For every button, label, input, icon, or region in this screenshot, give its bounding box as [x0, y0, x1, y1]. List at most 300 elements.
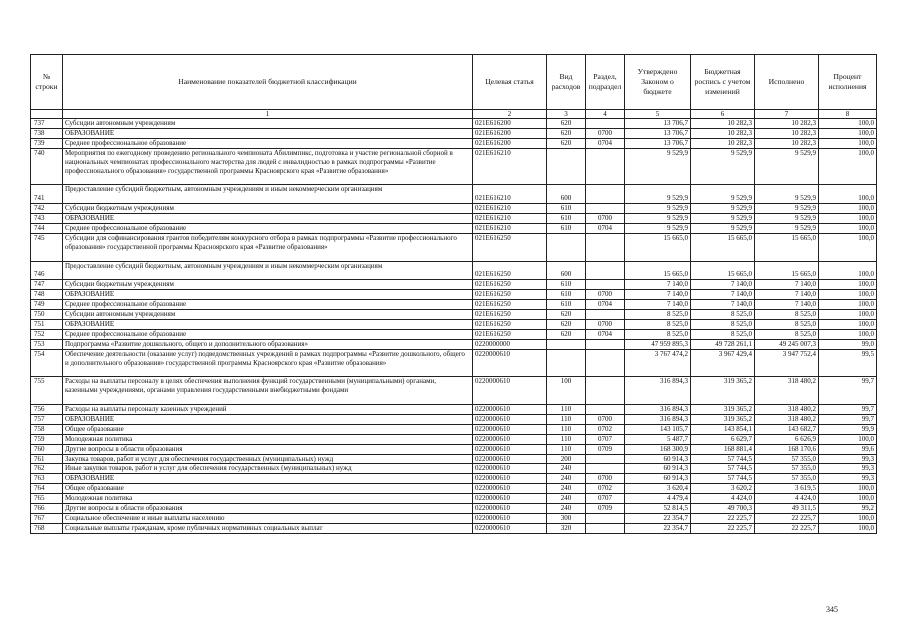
cell-expense-type: 240 [547, 474, 586, 484]
cell-row-number: 755 [31, 377, 63, 405]
cell-approved: 316 894,3 [625, 377, 691, 405]
cell-approved: 22 354,7 [625, 523, 691, 533]
table-row [31, 434, 877, 444]
cell-target-article: 021E616210 [473, 185, 547, 204]
cell-name: Расходы на выплаты персоналу казенных учреждений [63, 405, 473, 415]
cell-row-number: 747 [31, 280, 63, 290]
cell-row-number: 744 [31, 223, 63, 233]
column-number: 6 [691, 110, 755, 119]
table-row [31, 290, 877, 300]
cell-budget-list: 10 282,3 [691, 138, 755, 148]
cell-target-article: 021E616210 [473, 214, 547, 224]
cell-section: 0700 [586, 414, 625, 424]
cell-expense-type: 110 [547, 434, 586, 444]
cell-expense-type: 300 [547, 514, 586, 524]
cell-executed: 9 529,9 [755, 204, 819, 214]
cell-expense-type: 200 [547, 454, 586, 464]
cell-target-article: 021E616250 [473, 319, 547, 329]
cell-row-number: 742 [31, 204, 63, 214]
cell-row-number: 754 [31, 349, 63, 377]
cell-executed: 15 665,0 [755, 233, 819, 261]
cell-executed: 3 947 752,4 [755, 349, 819, 377]
cell-expense-type: 320 [547, 523, 586, 533]
cell-target-article: 0220000610 [473, 405, 547, 415]
header-executed: Исполнено [755, 55, 819, 110]
cell-section: 0700 [586, 290, 625, 300]
cell-row-number: 753 [31, 339, 63, 349]
cell-percent: 100,0 [819, 319, 877, 329]
cell-approved: 9 529,9 [625, 204, 691, 214]
cell-approved: 60 914,3 [625, 464, 691, 474]
cell-target-article: 0220000610 [473, 523, 547, 533]
table-row [31, 514, 877, 524]
cell-executed: 8 525,0 [755, 310, 819, 320]
cell-executed: 9 529,9 [755, 148, 819, 185]
cell-percent: 99,7 [819, 414, 877, 424]
cell-target-article: 0220000610 [473, 434, 547, 444]
table-row [31, 128, 877, 138]
cell-percent: 99,3 [819, 454, 877, 464]
cell-expense-type: 110 [547, 424, 586, 434]
cell-approved: 60 914,3 [625, 454, 691, 464]
cell-executed: 4 424,0 [755, 494, 819, 504]
header-percent: Процент исполнения [819, 55, 877, 110]
table-row [31, 119, 877, 129]
cell-target-article: 021E616200 [473, 138, 547, 148]
cell-executed: 6 626,9 [755, 434, 819, 444]
cell-row-number: 737 [31, 119, 63, 129]
table-row [31, 484, 877, 494]
cell-executed: 10 282,3 [755, 119, 819, 129]
cell-section [586, 405, 625, 415]
header-section: Раздел, подраздел [586, 55, 625, 110]
cell-executed: 318 480,2 [755, 414, 819, 424]
cell-row-number: 746 [31, 261, 63, 280]
cell-executed: 57 355,0 [755, 454, 819, 464]
cell-approved: 13 706,7 [625, 138, 691, 148]
cell-section: 0704 [586, 138, 625, 148]
cell-budget-list: 9 529,9 [691, 223, 755, 233]
cell-name: Другие вопросы в области образования [63, 444, 473, 454]
cell-name: Среднее профессиональное образование [63, 329, 473, 339]
cell-expense-type: 610 [547, 223, 586, 233]
cell-section [586, 148, 625, 185]
cell-approved: 22 354,7 [625, 514, 691, 524]
cell-target-article: 0220000610 [473, 494, 547, 504]
table-row [31, 414, 877, 424]
cell-percent: 100,0 [819, 300, 877, 310]
cell-row-number: 767 [31, 514, 63, 524]
cell-expense-type: 620 [547, 310, 586, 320]
cell-percent: 100,0 [819, 261, 877, 280]
column-number: 4 [586, 110, 625, 119]
cell-row-number: 762 [31, 464, 63, 474]
cell-expense-type: 240 [547, 464, 586, 474]
cell-executed: 49 311,5 [755, 504, 819, 514]
cell-expense-type [547, 339, 586, 349]
cell-name: Среднее профессиональное образование [63, 223, 473, 233]
cell-row-number: 763 [31, 474, 63, 484]
cell-expense-type [547, 148, 586, 185]
table-row [31, 214, 877, 224]
cell-row-number: 749 [31, 300, 63, 310]
cell-section: 0700 [586, 214, 625, 224]
cell-target-article: 0220000610 [473, 444, 547, 454]
cell-percent: 100,0 [819, 185, 877, 204]
column-number [31, 110, 63, 119]
cell-budget-list: 3 620,2 [691, 484, 755, 494]
table-row [31, 454, 877, 464]
cell-name: Закупка товаров, работ и услуг для обеспечения государственных (муниципальных) нужд [63, 454, 473, 464]
cell-target-article: 0220000610 [473, 464, 547, 474]
cell-row-number: 739 [31, 138, 63, 148]
cell-approved: 9 529,9 [625, 185, 691, 204]
cell-section [586, 514, 625, 524]
cell-budget-list: 49 728 261,1 [691, 339, 755, 349]
cell-approved: 15 665,0 [625, 261, 691, 280]
cell-expense-type: 240 [547, 484, 586, 494]
cell-expense-type [547, 233, 586, 261]
table-row [31, 424, 877, 434]
cell-budget-list: 7 140,0 [691, 280, 755, 290]
cell-budget-list: 10 282,3 [691, 128, 755, 138]
cell-target-article: 021E616250 [473, 233, 547, 261]
cell-approved: 13 706,7 [625, 119, 691, 129]
header-target-article: Целевая статья [473, 55, 547, 110]
cell-percent: 100,0 [819, 310, 877, 320]
cell-name: Субсидии бюджетным учреждениям [63, 280, 473, 290]
cell-budget-list: 15 665,0 [691, 261, 755, 280]
cell-section: 0700 [586, 474, 625, 484]
table-row [31, 494, 877, 504]
cell-executed: 8 525,0 [755, 319, 819, 329]
cell-approved: 15 665,0 [625, 233, 691, 261]
table-row [31, 204, 877, 214]
cell-target-article: 021E616250 [473, 261, 547, 280]
table-row [31, 405, 877, 415]
cell-executed: 3 619,5 [755, 484, 819, 494]
header-row-number: № строки [31, 55, 63, 110]
cell-name: Общее образование [63, 484, 473, 494]
cell-name: ОБРАЗОВАНИЕ [63, 414, 473, 424]
cell-budget-list: 6 629,7 [691, 434, 755, 444]
cell-row-number: 760 [31, 444, 63, 454]
cell-approved: 13 706,7 [625, 128, 691, 138]
table-row [31, 148, 877, 185]
cell-budget-list: 7 140,0 [691, 300, 755, 310]
cell-percent: 100,0 [819, 523, 877, 533]
cell-expense-type: 600 [547, 261, 586, 280]
cell-section [586, 185, 625, 204]
cell-target-article: 0220000610 [473, 377, 547, 405]
cell-expense-type: 610 [547, 290, 586, 300]
cell-name: Субсидии бюджетным учреждениям [63, 204, 473, 214]
cell-row-number: 759 [31, 434, 63, 444]
cell-budget-list: 15 665,0 [691, 233, 755, 261]
cell-expense-type: 600 [547, 185, 586, 204]
cell-section [586, 280, 625, 290]
cell-percent: 100,0 [819, 119, 877, 129]
cell-approved: 4 479,4 [625, 494, 691, 504]
cell-percent: 100,0 [819, 138, 877, 148]
table-row [31, 138, 877, 148]
cell-expense-type: 240 [547, 494, 586, 504]
cell-budget-list: 319 365,2 [691, 414, 755, 424]
cell-expense-type: 110 [547, 414, 586, 424]
table-row [31, 349, 877, 377]
cell-executed: 9 529,9 [755, 223, 819, 233]
cell-section [586, 377, 625, 405]
cell-expense-type: 620 [547, 128, 586, 138]
cell-budget-list: 9 529,9 [691, 148, 755, 185]
cell-name: Предоставление субсидий бюджетным, автономным учреждениям и иным некоммерческим организациям [63, 185, 473, 204]
cell-executed: 8 525,0 [755, 329, 819, 339]
cell-row-number: 750 [31, 310, 63, 320]
cell-approved: 7 140,0 [625, 300, 691, 310]
cell-section [586, 310, 625, 320]
cell-target-article: 0220000610 [473, 349, 547, 377]
cell-budget-list: 57 744,5 [691, 474, 755, 484]
cell-budget-list: 49 700,3 [691, 504, 755, 514]
cell-approved: 8 525,0 [625, 319, 691, 329]
cell-name: Среднее профессиональное образование [63, 138, 473, 148]
cell-section [586, 119, 625, 129]
cell-executed: 57 355,0 [755, 464, 819, 474]
cell-percent: 99,7 [819, 377, 877, 405]
cell-target-article: 0220000610 [473, 424, 547, 434]
cell-approved: 7 140,0 [625, 290, 691, 300]
cell-row-number: 752 [31, 329, 63, 339]
cell-section [586, 339, 625, 349]
cell-approved: 52 814,5 [625, 504, 691, 514]
cell-approved: 47 959 895,3 [625, 339, 691, 349]
cell-approved: 5 487,7 [625, 434, 691, 444]
column-number: 7 [755, 110, 819, 119]
cell-budget-list: 57 744,5 [691, 454, 755, 464]
cell-percent: 99,3 [819, 474, 877, 484]
cell-budget-list: 9 529,9 [691, 185, 755, 204]
cell-section: 0702 [586, 484, 625, 494]
cell-expense-type: 620 [547, 119, 586, 129]
table-row [31, 261, 877, 280]
cell-row-number: 764 [31, 484, 63, 494]
page-number: 345 [826, 605, 838, 614]
table-row [31, 233, 877, 261]
cell-percent: 99,3 [819, 464, 877, 474]
cell-name: Иные закупки товаров, работ и услуг для обеспечения государственных (муниципальных) нужд [63, 464, 473, 474]
cell-executed: 7 140,0 [755, 280, 819, 290]
cell-name: ОБРАЗОВАНИЕ [63, 128, 473, 138]
cell-name: Среднее профессиональное образование [63, 300, 473, 310]
cell-budget-list: 8 525,0 [691, 329, 755, 339]
header-row [31, 55, 877, 110]
cell-row-number: 765 [31, 494, 63, 504]
table-row [31, 339, 877, 349]
cell-expense-type: 620 [547, 138, 586, 148]
cell-percent: 99,0 [819, 339, 877, 349]
cell-expense-type: 610 [547, 214, 586, 224]
table-row [31, 319, 877, 329]
cell-percent: 100,0 [819, 514, 877, 524]
cell-budget-list: 4 424,0 [691, 494, 755, 504]
cell-name: Социальные выплаты гражданам, кроме публичных нормативных социальных выплат [63, 523, 473, 533]
cell-budget-list: 8 525,0 [691, 319, 755, 329]
cell-row-number: 756 [31, 405, 63, 415]
cell-budget-list: 10 282,3 [691, 119, 755, 129]
budget-table [30, 54, 877, 534]
cell-expense-type: 610 [547, 300, 586, 310]
cell-expense-type: 110 [547, 405, 586, 415]
cell-budget-list: 57 744,5 [691, 464, 755, 474]
cell-name: Молодежная политика [63, 494, 473, 504]
column-number-row [31, 110, 877, 119]
cell-name: Субсидии автономным учреждениям [63, 119, 473, 129]
column-number: 8 [819, 110, 877, 119]
cell-percent: 100,0 [819, 280, 877, 290]
table-row [31, 185, 877, 204]
cell-row-number: 748 [31, 290, 63, 300]
cell-target-article: 0220000610 [473, 484, 547, 494]
column-number: 1 [63, 110, 473, 119]
cell-percent: 100,0 [819, 204, 877, 214]
cell-budget-list: 168 881,4 [691, 444, 755, 454]
cell-section: 0704 [586, 300, 625, 310]
cell-percent: 99,9 [819, 424, 877, 434]
cell-target-article: 0220000000 [473, 339, 547, 349]
cell-name: Расходы на выплаты персоналу в целях обеспечения выполнения функций государственными (муниципальными) органами, казенными учреждениями, органами управления государственными внебюджетными фондами [63, 377, 473, 405]
cell-expense-type: 610 [547, 280, 586, 290]
cell-row-number: 761 [31, 454, 63, 464]
cell-section [586, 349, 625, 377]
cell-percent: 99,7 [819, 405, 877, 415]
document-page [30, 54, 876, 534]
cell-executed: 22 225,7 [755, 523, 819, 533]
cell-approved: 316 894,3 [625, 405, 691, 415]
cell-target-article: 021E616210 [473, 204, 547, 214]
header-name: Наименование показателей бюджетной классификации [63, 55, 473, 110]
column-number: 2 [473, 110, 547, 119]
cell-name: Обеспечение деятельности (оказание услуг) подведомственных учреждений в рамках подпрограммы «Развитие дошкольного, общего и дополнительного образования» государственной программы Красноярского края «Развитие образования» [63, 349, 473, 377]
column-number: 5 [625, 110, 691, 119]
cell-approved: 316 894,3 [625, 414, 691, 424]
cell-percent: 99,5 [819, 349, 877, 377]
cell-expense-type: 100 [547, 377, 586, 405]
cell-row-number: 738 [31, 128, 63, 138]
cell-budget-list: 319 365,2 [691, 405, 755, 415]
cell-section: 0709 [586, 504, 625, 514]
cell-approved: 168 300,9 [625, 444, 691, 454]
table-row [31, 474, 877, 484]
cell-section: 0702 [586, 424, 625, 434]
cell-target-article: 0220000610 [473, 474, 547, 484]
table-row [31, 329, 877, 339]
cell-name: Молодежная политика [63, 434, 473, 444]
cell-budget-list: 319 365,2 [691, 377, 755, 405]
cell-target-article: 021E616200 [473, 128, 547, 138]
cell-approved: 8 525,0 [625, 310, 691, 320]
cell-executed: 10 282,3 [755, 138, 819, 148]
cell-section: 0709 [586, 444, 625, 454]
cell-budget-list: 8 525,0 [691, 310, 755, 320]
cell-budget-list: 143 854,1 [691, 424, 755, 434]
cell-approved: 143 105,7 [625, 424, 691, 434]
cell-percent: 99,2 [819, 504, 877, 514]
cell-row-number: 740 [31, 148, 63, 185]
cell-section [586, 233, 625, 261]
cell-expense-type [547, 349, 586, 377]
cell-name: Социальное обеспечение и иные выплаты населению [63, 514, 473, 524]
cell-row-number: 766 [31, 504, 63, 514]
cell-approved: 8 525,0 [625, 329, 691, 339]
cell-executed: 143 682,7 [755, 424, 819, 434]
cell-name: Субсидии автономным учреждениям [63, 310, 473, 320]
cell-approved: 3 767 474,2 [625, 349, 691, 377]
table-row [31, 310, 877, 320]
cell-percent: 100,0 [819, 484, 877, 494]
cell-expense-type: 620 [547, 329, 586, 339]
cell-section [586, 454, 625, 464]
cell-executed: 10 282,3 [755, 128, 819, 138]
cell-section: 0707 [586, 494, 625, 504]
cell-percent: 100,0 [819, 329, 877, 339]
cell-percent: 100,0 [819, 223, 877, 233]
header-approved: Утверждено Законом о бюджете [625, 55, 691, 110]
cell-row-number: 745 [31, 233, 63, 261]
table-row [31, 464, 877, 474]
cell-executed: 15 665,0 [755, 261, 819, 280]
cell-target-article: 021E616250 [473, 329, 547, 339]
cell-executed: 7 140,0 [755, 290, 819, 300]
cell-section [586, 261, 625, 280]
header-expense-type: Вид расходов [547, 55, 586, 110]
cell-executed: 7 140,0 [755, 300, 819, 310]
cell-section: 0700 [586, 319, 625, 329]
cell-expense-type: 610 [547, 204, 586, 214]
cell-percent: 100,0 [819, 494, 877, 504]
table-row [31, 223, 877, 233]
table-row [31, 523, 877, 533]
cell-executed: 318 480,2 [755, 405, 819, 415]
cell-approved: 9 529,9 [625, 148, 691, 185]
cell-target-article: 021E616250 [473, 300, 547, 310]
cell-name: Подпрограмма «Развитие дошкольного, общего и дополнительного образования» [63, 339, 473, 349]
cell-row-number: 757 [31, 414, 63, 424]
cell-budget-list: 22 225,7 [691, 523, 755, 533]
cell-row-number: 741 [31, 185, 63, 204]
table-row [31, 280, 877, 290]
cell-target-article: 0220000610 [473, 454, 547, 464]
cell-target-article: 0220000610 [473, 414, 547, 424]
cell-expense-type: 620 [547, 319, 586, 329]
cell-target-article: 021E616210 [473, 148, 547, 185]
cell-name: Другие вопросы в области образования [63, 504, 473, 514]
cell-name: Субсидии для софинансирования грантов победителям конкурсного отбора в рамках подпрограммы «Развитие профессионального образования» государственной программы Красноярского края «Развитие образования» [63, 233, 473, 261]
cell-section: 0700 [586, 128, 625, 138]
table-row [31, 444, 877, 454]
cell-target-article: 021E616250 [473, 310, 547, 320]
table-row [31, 300, 877, 310]
cell-budget-list: 7 140,0 [691, 290, 755, 300]
table-row [31, 504, 877, 514]
cell-percent: 99,6 [819, 444, 877, 454]
cell-budget-list: 9 529,9 [691, 204, 755, 214]
cell-row-number: 743 [31, 214, 63, 224]
cell-executed: 168 170,6 [755, 444, 819, 454]
cell-percent: 100,0 [819, 148, 877, 185]
cell-section: 0704 [586, 223, 625, 233]
cell-percent: 100,0 [819, 214, 877, 224]
cell-percent: 100,0 [819, 290, 877, 300]
